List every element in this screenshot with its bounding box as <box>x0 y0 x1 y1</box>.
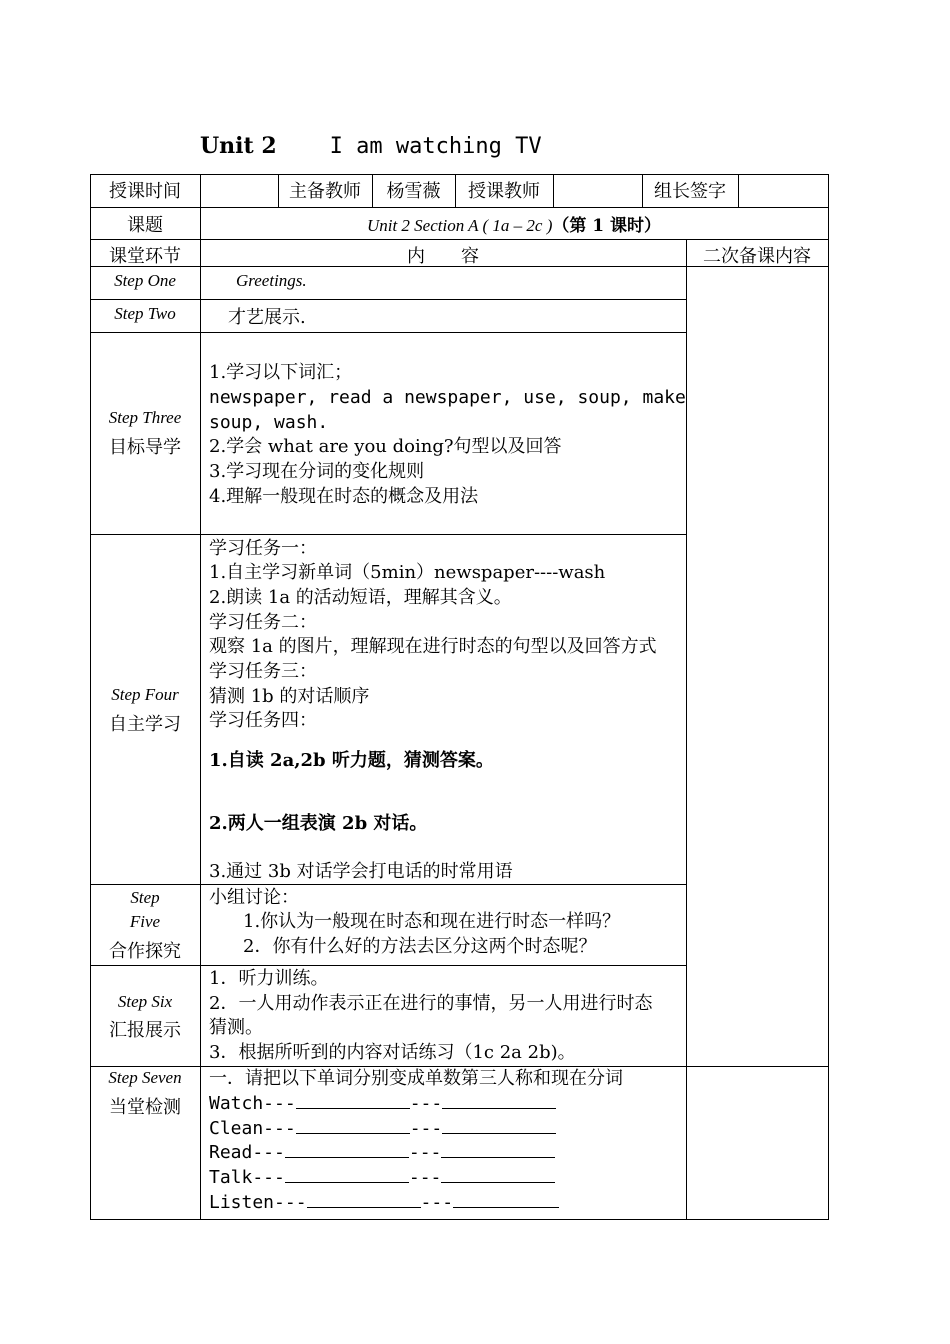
answer-blank[interactable] <box>442 1092 556 1109</box>
step-five-name-2: Five <box>129 912 161 931</box>
step-four-line: 学习任务二： <box>209 612 317 633</box>
main-teacher-label: 主备教师 <box>289 181 361 202</box>
step-five-line: 2．你有什么好的方法去区分这两个时态呢？ <box>243 936 597 957</box>
leader-sign-label: 组长签字 <box>654 181 726 202</box>
answer-blank[interactable] <box>453 1191 559 1208</box>
exercise-row <box>209 1166 555 1191</box>
teacher-label: 授课教师 <box>468 181 540 202</box>
step-three-name: Step Three <box>108 408 182 427</box>
exercise-word: Listen--- <box>209 1192 307 1213</box>
step-three-cn: 目标导学 <box>109 437 181 458</box>
step-two-content: 才艺展示. <box>228 307 306 328</box>
topic-label: 课题 <box>127 215 163 236</box>
step-four-line: 学习任务四： <box>209 710 317 731</box>
exercise-separator: --- <box>408 1142 442 1163</box>
exercise-word: Read--- <box>209 1142 285 1163</box>
exercise-row <box>209 1092 556 1117</box>
step-seven-cn: 当堂检测 <box>109 1097 181 1118</box>
step-four-cn: 自主学习 <box>109 714 181 735</box>
topic-value <box>200 211 828 236</box>
step-four-line: 学习任务一： <box>209 538 317 559</box>
step-five-cn: 合作探究 <box>109 941 181 962</box>
exercise-row <box>209 1117 556 1142</box>
step-six-line: 2．一人用动作表示正在进行的事情，另一人用进行时态 <box>209 993 653 1014</box>
time-label: 授课时间 <box>109 181 181 202</box>
step-four-bold-line: 2.两人一组表演 2b 对话。 <box>209 813 428 834</box>
answer-blank[interactable] <box>307 1191 421 1208</box>
answer-blank[interactable] <box>296 1117 410 1134</box>
second-prep-label: 二次备课内容 <box>703 246 811 267</box>
exercise-word: Clean--- <box>209 1118 296 1139</box>
document-title <box>200 133 542 159</box>
step-four-bold-line: 1.自读 2a,2b 听力题，猜测答案。 <box>209 750 494 771</box>
answer-blank[interactable] <box>441 1141 555 1158</box>
answer-blank[interactable] <box>442 1117 556 1134</box>
exercise-row <box>209 1191 559 1216</box>
answer-blank[interactable] <box>296 1092 410 1109</box>
topic-value-english: Unit 2 Section A ( 1a – 2c ) <box>366 216 553 235</box>
step-five-name-1: Step <box>130 888 160 907</box>
step-six-name: Step Six <box>117 992 173 1011</box>
answer-blank[interactable] <box>441 1166 555 1183</box>
step-five-line: 小组讨论： <box>209 887 299 908</box>
step-four-line: 学习任务三： <box>209 661 317 682</box>
topic-value-lesson: （第 1 课时） <box>552 216 662 236</box>
exercise-word: Watch--- <box>209 1093 296 1114</box>
step-four-line: 2.朗读 1a 的活动短语，理解其含义。 <box>209 587 512 608</box>
step-six-line: 猜测。 <box>209 1017 263 1038</box>
exercise-separator: --- <box>409 1093 443 1114</box>
step-seven-name: Step Seven <box>108 1068 182 1087</box>
step-four-line: 观察 1a 的图片，理解现在进行时态的句型以及回答方式 <box>209 636 657 657</box>
exercise-word: Talk--- <box>209 1167 285 1188</box>
step-three-line: newspaper, read a newspaper, use, soup, make <box>209 387 686 408</box>
step-one-name: Step One <box>114 271 176 290</box>
step-one-content: Greetings. <box>236 271 307 290</box>
title-unit: Unit 2 <box>200 133 277 159</box>
step-three-line: 4.理解一般现在时态的概念及用法 <box>209 486 479 507</box>
step-four-line: 1.自主学习新单词（5min）newspaper----wash <box>209 562 606 583</box>
step-three-line: 2.学会 what are you doing?句型以及回答 <box>209 436 562 457</box>
step-six-line: 3．根据所听到的内容对话练习（1c 2a 2b)。 <box>209 1042 576 1063</box>
step-five-line: 1.你认为一般现在时态和现在进行时态一样吗？ <box>243 911 621 932</box>
section-label: 课堂环节 <box>109 246 181 267</box>
answer-blank[interactable] <box>285 1141 409 1158</box>
step-six-cn: 汇报展示 <box>109 1020 181 1041</box>
step-four-line: 猜测 1b 的对话顺序 <box>209 686 370 707</box>
step-three-line: 1.学习以下词汇； <box>209 362 353 383</box>
step-four-line: 3.通过 3b 对话学会打电话的时常用语 <box>209 861 513 882</box>
exercise-separator: --- <box>409 1118 443 1139</box>
step-six-line: 1．听力训练。 <box>209 968 329 989</box>
main-teacher-name: 杨雪薇 <box>386 181 441 202</box>
answer-blank[interactable] <box>285 1166 409 1183</box>
exercise-separator: --- <box>420 1192 454 1213</box>
step-two-name: Step Two <box>114 304 176 323</box>
title-topic: I am watching TV <box>329 134 542 159</box>
step-seven-heading: 一．请把以下单词分别变成单数第三人称和现在分词 <box>209 1068 623 1089</box>
exercise-separator: --- <box>408 1167 442 1188</box>
step-three-line: 3.学习现在分词的变化规则 <box>209 461 425 482</box>
step-four-name: Step Four <box>111 685 179 704</box>
content-label: 内 容 <box>407 246 479 267</box>
step-three-line: soup, wash. <box>209 412 329 433</box>
exercise-row <box>209 1141 555 1166</box>
